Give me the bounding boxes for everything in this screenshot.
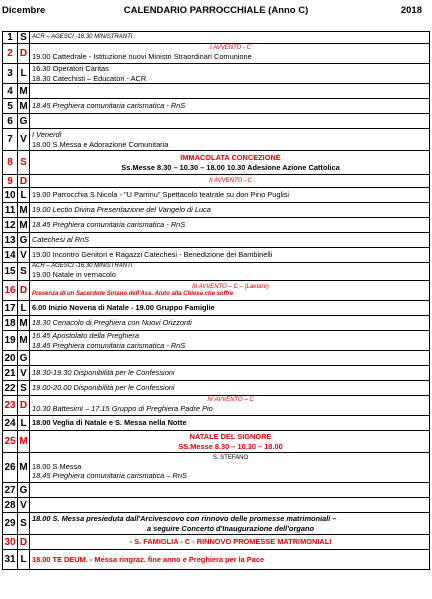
calendar-row: [3, 64, 430, 84]
event-line: ACR – AGESCI -16.30 MINISTRANTI: [32, 263, 133, 270]
day-number: 9: [3, 175, 18, 188]
calendar-row: [3, 32, 430, 44]
event-line: 18.00 S.Messa e Adorazione Comunitaria: [32, 139, 169, 149]
event-line: 18.00 Veglia di Natale e S. Messa nella Notte: [32, 418, 187, 428]
weekday-letter: M: [19, 85, 28, 97]
day-events: [30, 316, 430, 331]
day-number: 10: [4, 189, 16, 201]
day-events: [30, 483, 430, 498]
day-number: 17: [4, 302, 16, 314]
calendar-row: [3, 281, 430, 301]
calendar-row: [3, 114, 430, 129]
day-number: 18: [4, 317, 16, 329]
event-line: IV AVVENTO – C: [207, 397, 254, 404]
event-line: I Venerdì: [32, 130, 62, 140]
calendar-row: [3, 483, 430, 498]
day-events: [30, 129, 430, 151]
calendar-row: [3, 431, 430, 453]
event-line: 18.30 Catechisti – Educatori - ACR: [32, 73, 147, 83]
day-number: 21: [4, 367, 16, 379]
event-line: 18.45 Preghiera comunitaria carismatica – RnS: [32, 471, 187, 480]
weekday-letter: V: [18, 366, 30, 381]
day-number: 4: [3, 84, 18, 99]
day-events: [30, 381, 430, 396]
calendar-row: [3, 550, 430, 570]
calendar-title: CALENDARIO PARROCCHIALE (Anno C): [123, 5, 309, 16]
event-line: 16.45 Apostolato della Preghiera: [32, 331, 139, 341]
calendar-row: [3, 381, 430, 396]
calendar-row: [3, 233, 430, 248]
event-line: Presenza di un Sacerdote Siriano dell'Ass. Aiuto alla Chiesa che soffre: [32, 290, 234, 297]
day-events: [30, 453, 430, 483]
calendar-row: [3, 316, 430, 331]
event-line: a seguire Concerto d'Inaugurazione dell'organo: [147, 523, 314, 533]
event-line: 19.00 Natale in vernacolo: [32, 270, 116, 280]
calendar-row: [3, 129, 430, 151]
weekday-letter: S: [18, 263, 30, 281]
calendar-row: [3, 513, 430, 535]
day-events: [30, 281, 430, 301]
weekday-letter: D: [18, 535, 30, 550]
weekday-letter: S: [18, 151, 30, 175]
day-number: 26: [3, 453, 18, 483]
day-events: [30, 114, 430, 129]
day-number: 29: [3, 513, 18, 535]
event-line: 18.00 S. Messa presieduta dall'Arcivescovo con rinnovo delle promesse matrimoniali –: [32, 514, 337, 524]
day-events: [30, 366, 430, 381]
day-events: [30, 32, 430, 44]
event-line: 18.00 TE DEUM. - Messa ringraz. fine anno e Preghiera per la Pace: [32, 554, 265, 564]
weekday-letter: V: [18, 248, 30, 263]
event-line: 18.30 Cenacolo di Preghiera con Nuovi Orizzonti: [32, 318, 192, 328]
day-events: [30, 263, 430, 281]
weekday-letter: L: [18, 550, 30, 570]
event-line: 18.00 S.Messa: [32, 461, 82, 471]
day-number: 7: [3, 129, 18, 151]
event-line: 16.30 Operatori Caritas: [32, 64, 109, 74]
calendar-row: [3, 351, 430, 366]
calendar-row: [3, 535, 430, 550]
day-number: 11: [3, 203, 18, 218]
weekday-letter: M: [19, 317, 28, 329]
day-number: 28: [4, 499, 16, 511]
weekday-letter: L: [18, 188, 30, 203]
day-number: 30: [4, 536, 16, 548]
day-number: 5: [3, 99, 18, 114]
calendar-table: [2, 31, 430, 570]
calendar-row: [3, 99, 430, 114]
calendar-row: [3, 218, 430, 233]
weekday-letter: L: [18, 64, 30, 84]
weekday-letter: L: [18, 301, 30, 316]
calendar-row: [3, 416, 430, 431]
day-number: 22: [4, 382, 16, 394]
calendar-row: [3, 175, 430, 188]
weekday-letter: V: [18, 498, 30, 513]
event-line: 19.00-20.00 Disponibilità per le Confessioni: [32, 383, 175, 393]
weekday-letter: D: [18, 175, 30, 188]
weekday-letter: S: [18, 513, 30, 535]
weekday-letter: V: [18, 129, 30, 151]
day-number: 16: [3, 281, 18, 301]
event-line: 18.45 Preghiera comunitaria carismatica - RnS: [32, 101, 186, 111]
day-events: [30, 301, 430, 316]
event-line: 19.00 Incontro Genitori e Ragazzi Catechesi - Benedizione dei Bambinelli: [32, 250, 273, 260]
calendar-header: [0, 0, 432, 16]
month-label: Dicembre: [2, 5, 46, 16]
day-number: 1: [3, 32, 18, 44]
day-number: 14: [4, 249, 16, 261]
weekday-letter: M: [18, 453, 30, 483]
event-line: 19.00 Parrocchia S.Nicola - "U Parrinu" Spettacolo teatrale su don Pino Puglisi: [32, 190, 290, 200]
day-number: 25: [3, 431, 18, 453]
day-events: [30, 396, 430, 416]
calendar-row: [3, 44, 430, 64]
event-line: 18.45 Preghiera comunitaria carismatica - RnS: [32, 220, 186, 230]
day-number: 13: [4, 234, 16, 246]
calendar-row: [3, 248, 430, 263]
event-line: 19.00 Lectio Divina Presentazione del Vangelo di Luca: [32, 205, 211, 215]
day-events: [30, 84, 430, 99]
day-events: [30, 64, 430, 84]
weekday-letter: M: [18, 331, 30, 351]
calendar-row: [3, 396, 430, 416]
calendar-row: [3, 188, 430, 203]
weekday-letter: M: [19, 219, 28, 231]
calendar-row: [3, 498, 430, 513]
day-number: 19: [3, 331, 18, 351]
event-line: ACR – AGESCI -16.30 MINISTRANTI: [32, 34, 133, 40]
weekday-letter: L: [18, 416, 30, 431]
day-events: [30, 44, 430, 64]
day-number: 24: [4, 417, 16, 429]
weekday-letter: G: [18, 483, 30, 498]
calendar-row: [3, 453, 430, 483]
day-number: 31: [3, 550, 18, 570]
event-line: NATALE DEL SIGNORE: [189, 432, 272, 442]
day-number: 8: [3, 151, 18, 175]
calendar-row: [3, 263, 430, 281]
calendar-row: [3, 84, 430, 99]
day-events: [30, 188, 430, 203]
day-number: 27: [4, 484, 16, 496]
event-line: Catechesi al RnS: [32, 235, 90, 245]
weekday-letter: G: [18, 114, 30, 129]
event-line: 6.00 Inizio Novena di Natale - 19.00 Gruppo Famiglie: [32, 303, 215, 313]
day-events: [30, 535, 430, 550]
day-number: 3: [3, 64, 18, 84]
event-line: II AVVENTO - C: [209, 177, 252, 184]
event-line: SS.Messe 8.30 – 10.30 – 18.00: [178, 441, 283, 451]
day-events: [30, 331, 430, 351]
weekday-letter: M: [18, 431, 30, 453]
event-line: - S. FAMIGLIA - C - RINNOVO PROMESSE MATRIMONIALI: [129, 537, 332, 547]
weekday-letter: S: [18, 32, 30, 44]
calendar-row: [3, 151, 430, 175]
weekday-letter: M: [19, 204, 28, 216]
day-number: 15: [3, 263, 18, 281]
event-line: 18.45 Preghiera comunitaria carismatica - RnS: [32, 340, 186, 350]
weekday-letter: D: [18, 44, 30, 64]
day-number: 2: [3, 44, 18, 64]
day-events: [30, 218, 430, 233]
day-events: [30, 99, 430, 114]
day-number: 12: [4, 219, 16, 231]
day-number: 20: [4, 352, 16, 364]
day-events: [30, 416, 430, 431]
day-events: [30, 498, 430, 513]
day-events: [30, 550, 430, 570]
calendar-row: [3, 301, 430, 316]
event-line: IMMACOLATA CONCEZIONE: [180, 153, 281, 163]
calendar-body: [3, 32, 430, 570]
year-label: 2018: [400, 5, 422, 16]
day-events: [30, 513, 430, 535]
event-line: 10.30 Battesimi – 17.15 Gruppo di Preghiera Padre Pio: [32, 404, 213, 414]
day-events: [30, 175, 430, 188]
event-line: III AVVENTO – C – (Laetare): [192, 283, 269, 290]
weekday-letter: D: [18, 281, 30, 301]
event-line: S. STEFANO: [212, 454, 249, 461]
weekday-letter: G: [18, 233, 30, 248]
calendar-row: [3, 203, 430, 218]
event-line: 18.30-19.30 Disponibilità per le Confessioni: [32, 368, 175, 378]
event-line: Ss.Messe 8.30 – 10.30 – 18.00 10.30 Adesione Azione Cattolica: [121, 162, 340, 172]
weekday-letter: D: [18, 396, 30, 416]
day-events: [30, 233, 430, 248]
calendar-row: [3, 331, 430, 351]
event-line: 19.00 Cattedrale - Istituzione nuovi Ministri Straordinari Comunione: [32, 52, 252, 62]
day-events: [30, 351, 430, 366]
day-events: [30, 431, 430, 453]
weekday-letter: G: [18, 351, 30, 366]
weekday-letter: M: [19, 100, 28, 112]
weekday-letter: S: [18, 381, 30, 396]
day-events: [30, 203, 430, 218]
day-number: 6: [3, 114, 18, 129]
day-events: [30, 248, 430, 263]
day-events: [30, 151, 430, 175]
event-line: I AVVENTO - C: [209, 45, 251, 52]
day-number: 23: [3, 396, 18, 416]
calendar-row: [3, 366, 430, 381]
